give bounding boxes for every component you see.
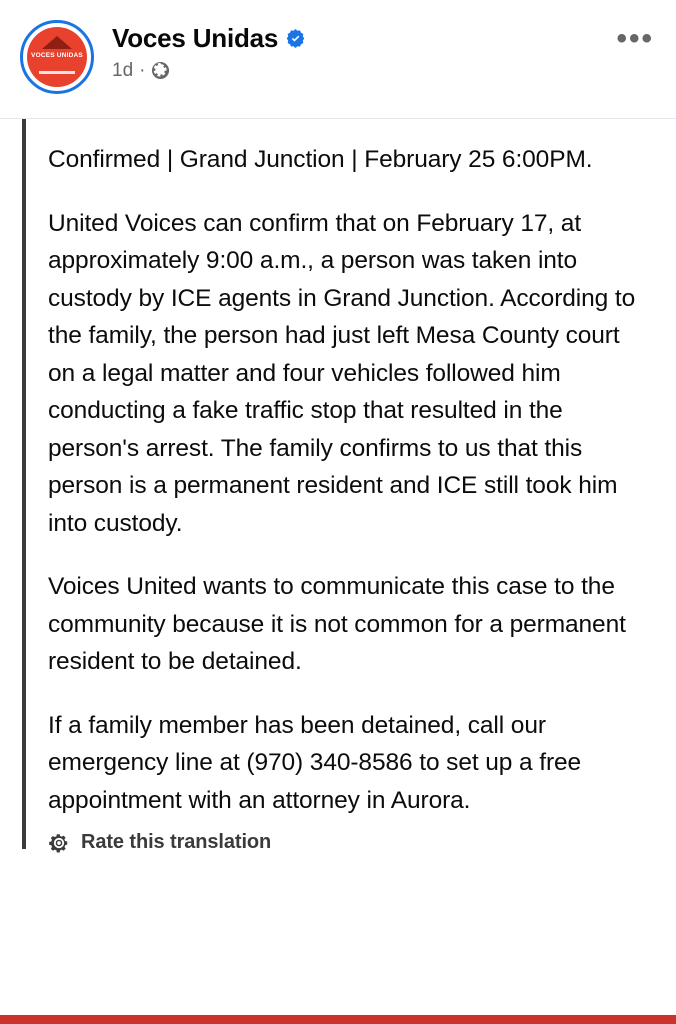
rate-translation-button[interactable] — [0, 827, 676, 854]
bottom-strip-highlight — [0, 1010, 676, 1015]
author-name-row — [112, 24, 616, 54]
rate-translation-label: Rate this translation — [81, 831, 272, 853]
meta-separator: · — [139, 60, 146, 82]
post-submeta — [112, 60, 616, 82]
post-paragraph: Voices United wants to communicate this case to the community because it is not common for a permanent resident to be detained. — [48, 573, 626, 675]
quote-accent-bar — [22, 119, 26, 849]
post-body — [0, 119, 676, 819]
post-timestamp[interactable]: 1d — [112, 59, 134, 81]
page-name[interactable]: Voces Unidas — [112, 23, 279, 53]
post-header — [0, 0, 676, 118]
verified-badge-icon — [285, 28, 306, 49]
avatar[interactable] — [20, 20, 94, 94]
bottom-color-strip — [0, 1010, 676, 1024]
gear-icon — [48, 832, 70, 854]
post-paragraph: United Voices can confirm that on February 17, at approximately 9:00 a.m., a person was taken into custody by ICE agents in Grand Junction. According to the family, the person had just left Mesa County court on a legal matter and four vehicles followed him conducting a fake traffic stop that resulted in the person's arrest. The family confirms to us that this person is a permanent resident and ICE still took him into custody. — [48, 209, 636, 537]
avatar-logo-bar — [39, 71, 75, 74]
post-author-meta — [112, 18, 616, 82]
avatar-logo-label: VOCES UNIDAS — [31, 52, 83, 59]
post-paragraph: Confirmed | Grand Junction | February 25 6:00PM. — [48, 146, 593, 173]
avatar-logo — [27, 27, 87, 87]
globe-icon[interactable] — [151, 61, 170, 80]
post-options-button[interactable]: ••• — [616, 22, 654, 55]
mountain-icon — [42, 36, 72, 49]
post-paragraph: If a family member has been detained, call our emergency line at (970) 340-8586 to set up a free appointment with an attorney in Aurora. — [48, 711, 582, 814]
